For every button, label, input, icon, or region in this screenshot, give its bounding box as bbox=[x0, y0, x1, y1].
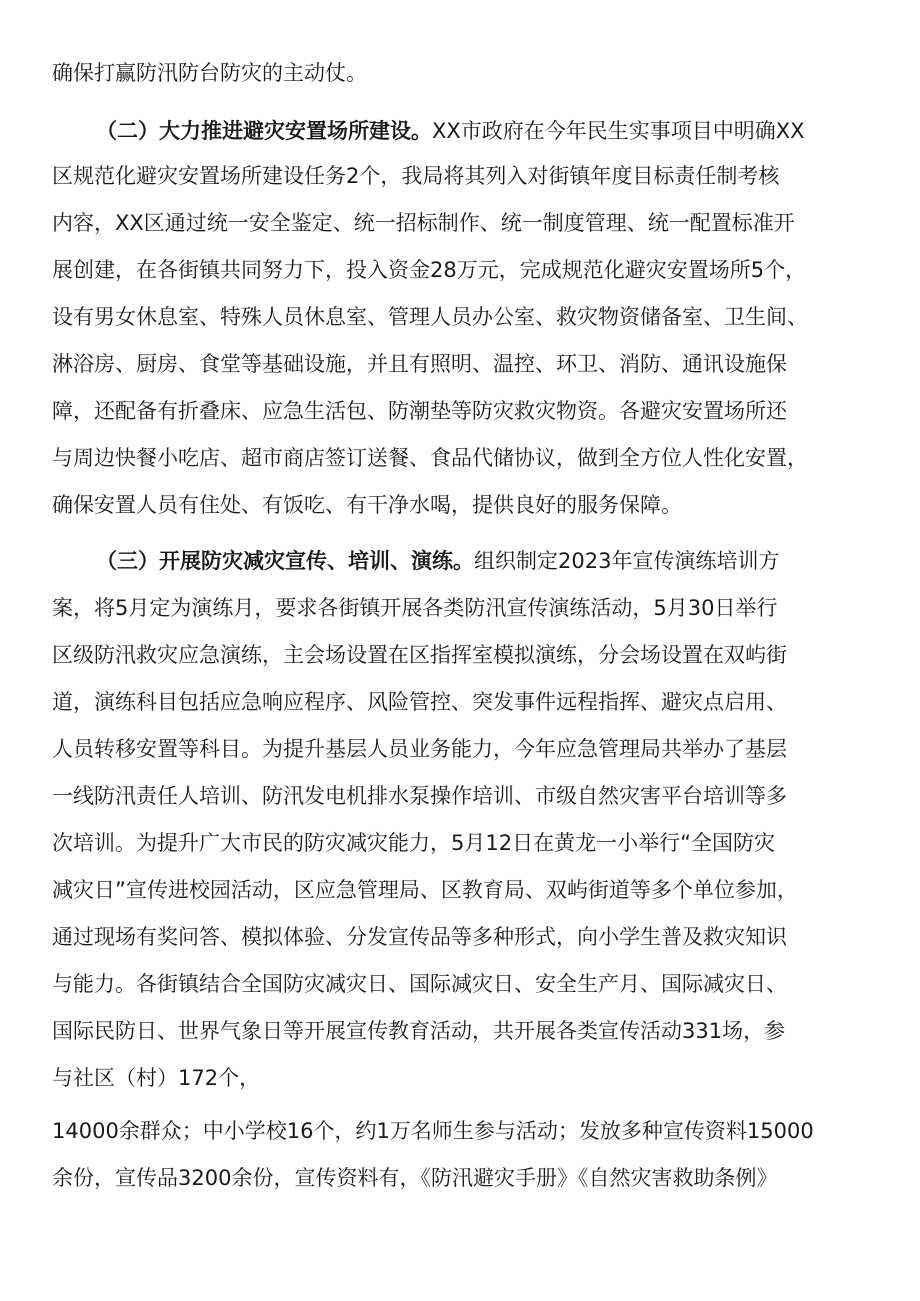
text-line: 道，演练科目包括应急响应程序、风险管控、突发事件远程指挥、避灾点启用、 bbox=[52, 690, 787, 714]
text-line: 设有男女休息室、特殊人员休息室、管理人员办公室、救灾物资储备室、卫生间、 bbox=[52, 305, 808, 329]
text-line: 区规范化避灾安置场所建设任务2个，我局将其列入对街镇年度目标责任制考核 bbox=[52, 164, 780, 188]
section-3-heading: （三）开展防灾减灾宣传、培训、演练。 bbox=[96, 549, 474, 573]
section-3-first-line bbox=[96, 546, 882, 576]
text-line: 与社区（村）172个， bbox=[52, 1066, 261, 1090]
text-line: 案，将5月定为演练月，要求各街镇开展各类防汛宣传演练活动，5月30日举行 bbox=[52, 596, 778, 620]
text-line: 与能力。各街镇结合全国防灾减灾日、国际减灾日、安全生产月、国际减灾日、 bbox=[52, 972, 787, 996]
text-line: 人员转移安置等科目。为提升基层人员业务能力，今年应急管理局共举办了基层 bbox=[52, 737, 787, 761]
text-line: 次培训。为提升广大市民的防灾减灾能力，5月12日在黄龙一小举行“全国防灾 bbox=[52, 831, 775, 855]
section-2-first-line bbox=[96, 116, 882, 146]
text-line: 确保安置人员有住处、有饭吃、有干净水喝，提供良好的服务保障。 bbox=[52, 493, 682, 517]
text-line: 与周边快餐小吃店、超市商店签订送餐、食品代储协议，做到全方位人性化安置， bbox=[52, 446, 808, 470]
text-line: 通过现场有奖问答、模拟体验、分发宣传品等多种形式，向小学生普及救灾知识 bbox=[52, 925, 787, 949]
section-2-first-line-text: XX市政府在今年民生实事项目中明确XX bbox=[432, 119, 805, 143]
text-line: 障，还配备有折叠床、应急生活包、防潮垫等防灾救灾物资。各避灾安置场所还 bbox=[52, 399, 787, 423]
text-line: 国际民防日、世界气象日等开展宣传教育活动，共开展各类宣传活动331场，参 bbox=[52, 1019, 786, 1043]
text-line: 区级防汛救灾应急演练，主会场设置在区指挥室模拟演练，分会场设置在双屿街 bbox=[52, 643, 787, 667]
text-line: 内容，XX区通过统一安全鉴定、统一招标制作、统一制度管理、统一配置标准开 bbox=[52, 211, 795, 235]
text-line: 确保打赢防汛防台防灾的主动仗。 bbox=[52, 61, 367, 85]
text-line: 减灾日”宣传进校园活动，区应急管理局、区教育局、双屿街道等多个单位参加， bbox=[52, 878, 798, 902]
text-line: 14000余群众；中小学校16个，约1万名师生参与活动；发放多种宣传资料15000 bbox=[52, 1119, 814, 1143]
section-2-heading: （二）大力推进避灾安置场所建设。 bbox=[96, 119, 432, 143]
text-line: 余份，宣传品3200余份，宣传资料有，《防汛避灾手册》《自然灾害救助条例》 bbox=[52, 1166, 778, 1190]
text-line: 一线防汛责任人培训、防汛发电机排水泵操作培训、市级自然灾害平台培训等多 bbox=[52, 784, 787, 808]
text-line: 展创建，在各街镇共同努力下，投入资金28万元，完成规范化避灾安置场所5个， bbox=[52, 258, 807, 282]
text-line: 淋浴房、厨房、食堂等基础设施，并且有照明、温控、环卫、消防、通讯设施保 bbox=[52, 352, 787, 376]
section-3-first-line-text: 组织制定2023年宣传演练培训方 bbox=[474, 549, 780, 573]
